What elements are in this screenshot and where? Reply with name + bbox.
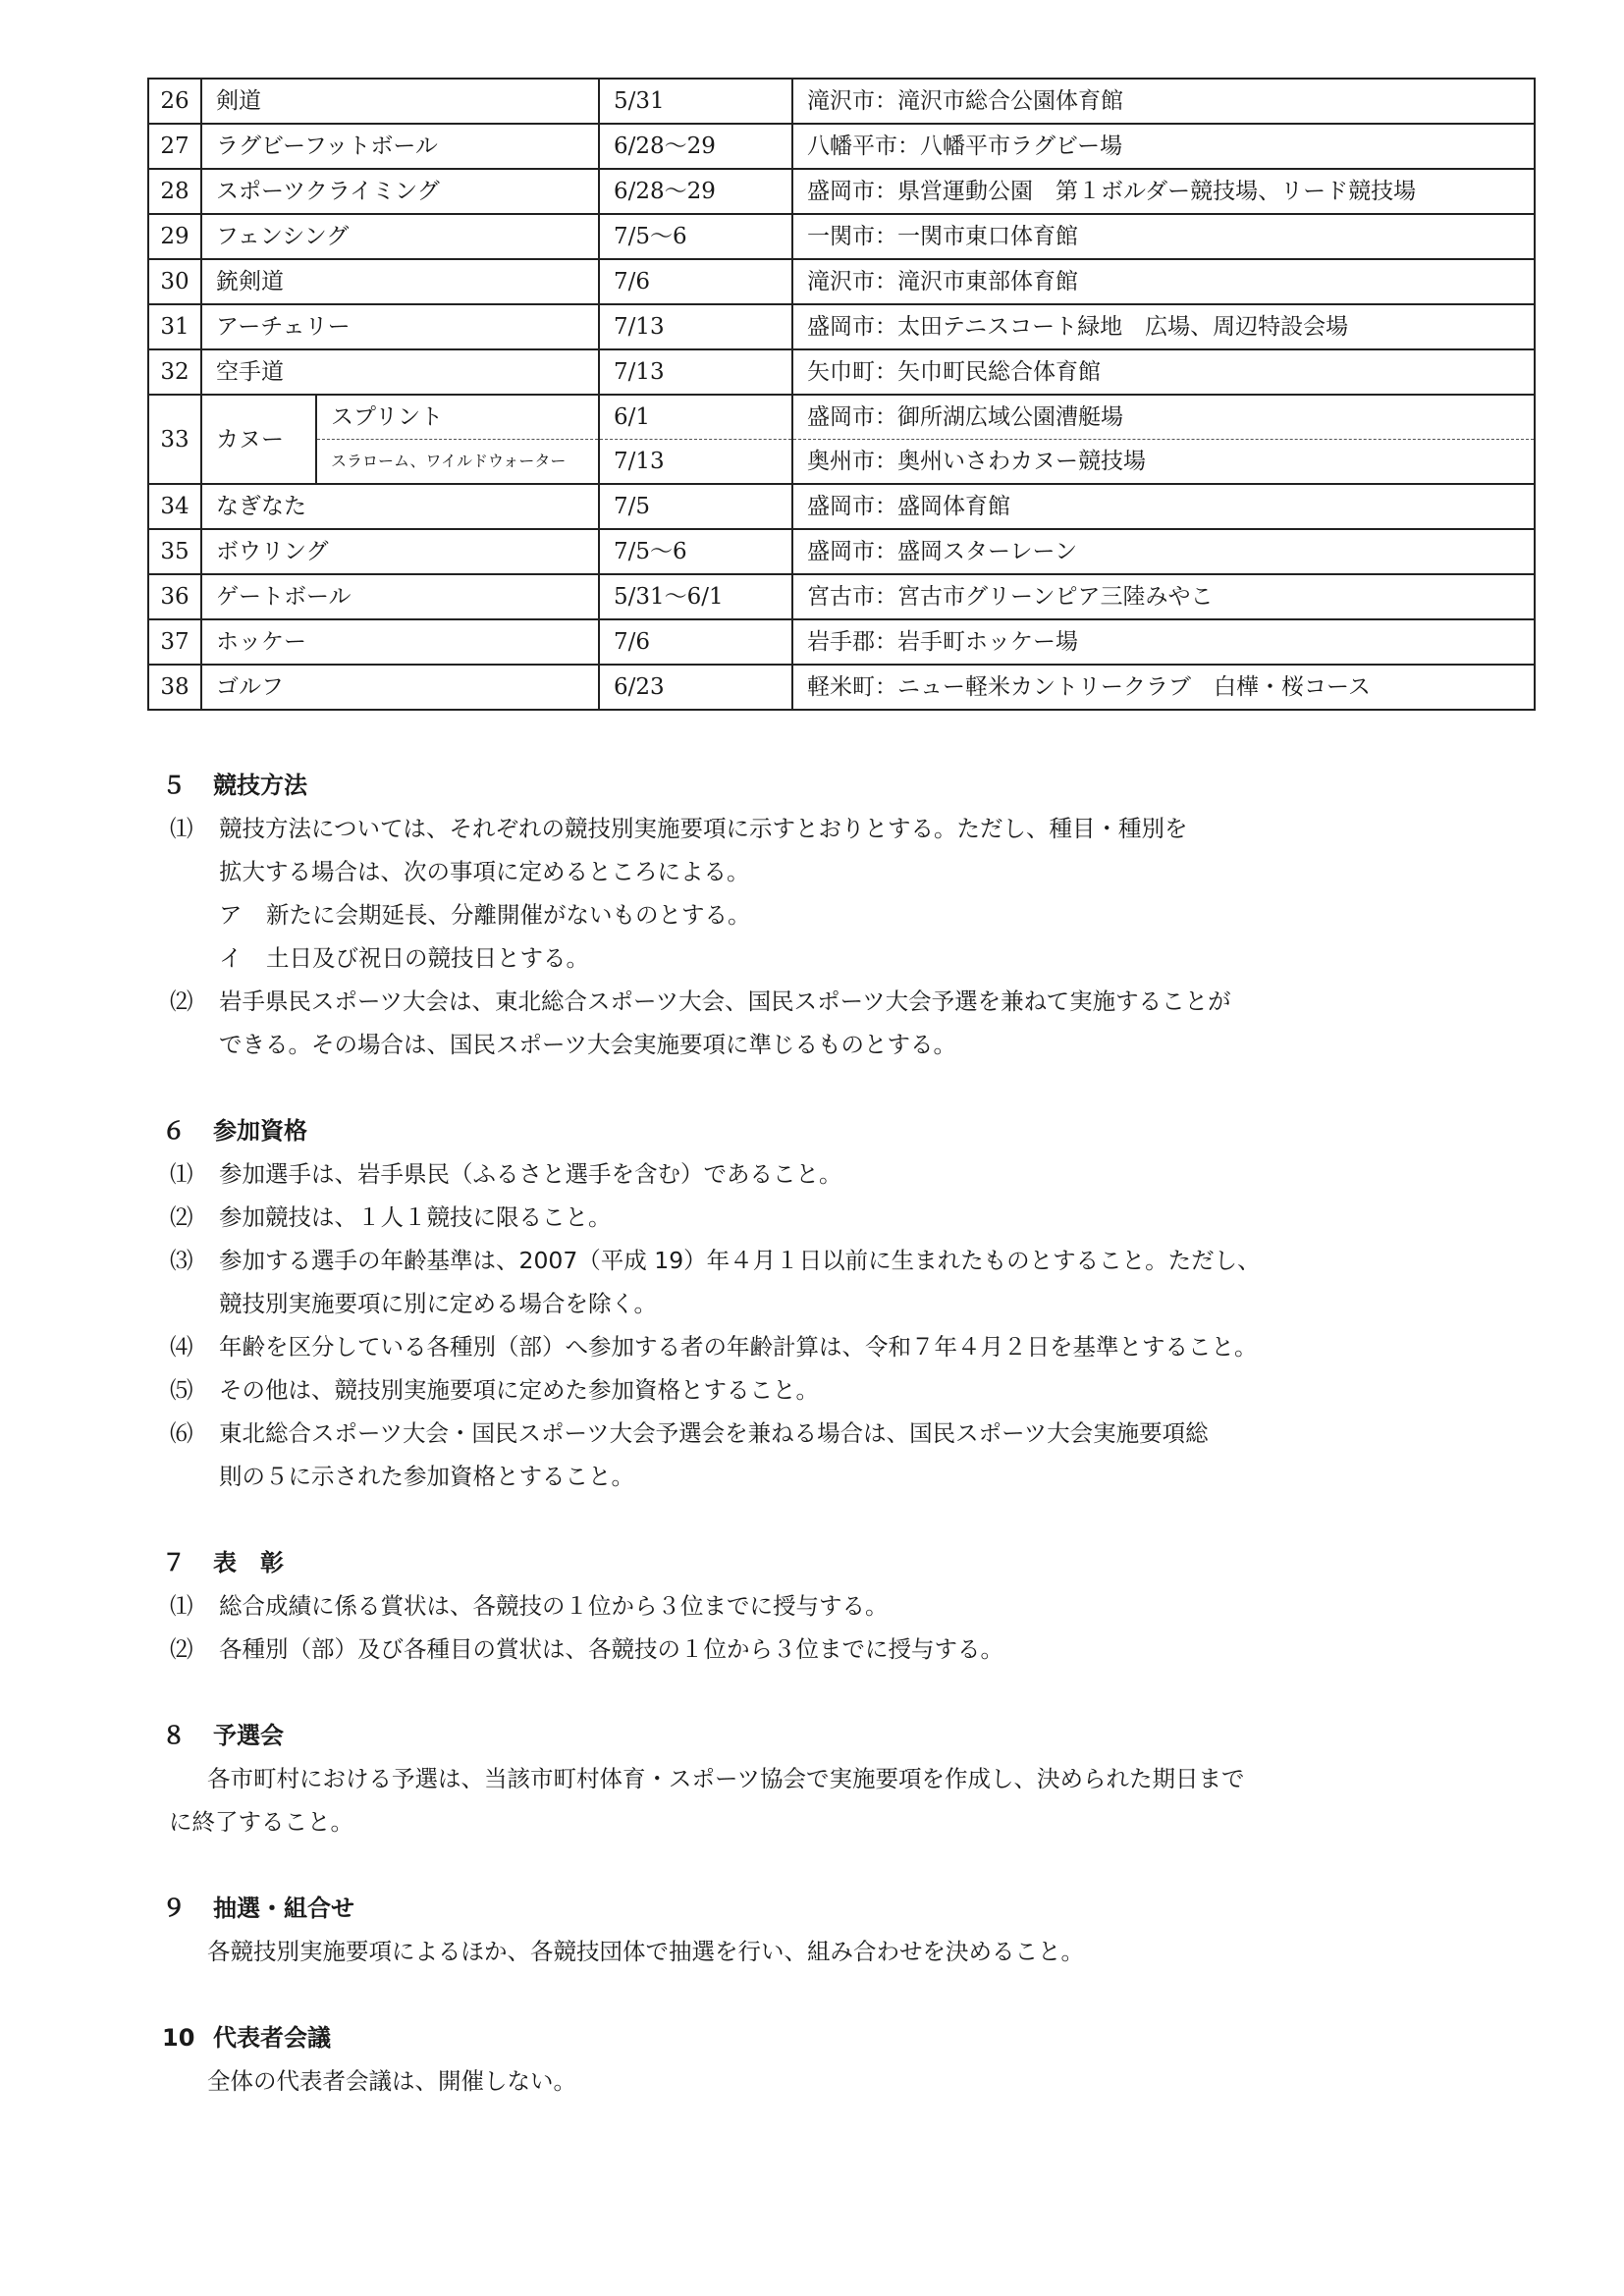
row-number: 36 <box>148 574 201 619</box>
table-row <box>148 395 1535 440</box>
table-row <box>148 259 1535 304</box>
event-date: 7/5～6 <box>599 214 792 259</box>
item-marker: ⑴ <box>170 815 193 842</box>
sport-name: 銃剣道 <box>201 259 599 304</box>
sub-event-name: スプリント <box>316 395 599 440</box>
event-venue: 軽米町：ニュー軽米カントリークラブ 白樺・桜コース <box>792 665 1535 710</box>
item-continuation: できる。その場合は、国民スポーツ大会実施要項に準じるものとする。 <box>219 1031 957 1058</box>
section-title: 競技方法 <box>213 772 307 799</box>
list-item <box>162 1196 1537 1239</box>
row-number: 35 <box>148 529 201 574</box>
list-item <box>162 1239 1537 1282</box>
events-rows-a <box>148 79 1535 395</box>
item-marker: ⑴ <box>170 1592 193 1620</box>
list-item <box>162 1628 1537 1671</box>
section-competition-method <box>162 764 1537 1066</box>
list-item <box>162 1584 1537 1628</box>
event-venue: 盛岡市：太田テニスコート緑地 広場、周辺特設会場 <box>792 304 1535 349</box>
section-heading <box>162 1541 1537 1584</box>
section-title: 予選会 <box>213 1722 284 1749</box>
section-number: 10 <box>162 2024 195 2052</box>
row-number: 29 <box>148 214 201 259</box>
table-row <box>148 665 1535 710</box>
paragraph-line: 各競技別実施要項によるほか、各競技団体で抽選を行い、組み合わせを決めること。 <box>207 1938 1084 1965</box>
item-text: その他は、競技別実施要項に定めた参加資格とすること。 <box>219 1376 819 1404</box>
list-item <box>162 980 1537 1023</box>
item-text: 東北総合スポーツ大会・国民スポーツ大会予選会を兼ねる場合は、国民スポーツ大会実施要項総 <box>219 1419 1209 1447</box>
section-eligibility <box>162 1109 1537 1498</box>
table-row <box>148 574 1535 619</box>
sub-item-text: 土日及び祝日の競技日とする。 <box>266 944 589 972</box>
table-row <box>148 440 1535 485</box>
table-row <box>148 304 1535 349</box>
sport-name: スポーツクライミング <box>201 169 599 214</box>
row-number: 27 <box>148 124 201 169</box>
events-table <box>147 78 1536 711</box>
list-item <box>162 1412 1537 1455</box>
list-item <box>162 1152 1537 1196</box>
sub-item <box>162 893 1537 936</box>
event-venue: 滝沢市：滝沢市総合公園体育館 <box>792 79 1535 124</box>
event-date: 6/1 <box>599 395 792 440</box>
item-marker: ⑴ <box>170 1160 193 1188</box>
event-venue: 盛岡市：盛岡スターレーン <box>792 529 1535 574</box>
list-item <box>162 1368 1537 1412</box>
event-venue: 宮古市：宮古市グリーンピア三陸みやこ <box>792 574 1535 619</box>
section-title: 参加資格 <box>213 1117 307 1145</box>
section-title: 代表者会議 <box>213 2024 331 2052</box>
event-venue: 岩手郡：岩手町ホッケー場 <box>792 619 1535 665</box>
event-date: 6/23 <box>599 665 792 710</box>
item-text: 参加する選手の年齢基準は、2007（平成 19）年４月１日以前に生まれたものとすること。ただし、 <box>219 1247 1261 1274</box>
item-text: 参加選手は、岩手県民（ふるさと選手を含む）であること。 <box>219 1160 842 1188</box>
section-representatives-meeting <box>162 2016 1537 2103</box>
item-marker: ⑵ <box>170 1635 193 1663</box>
row-number: 37 <box>148 619 201 665</box>
sport-name: ホッケー <box>201 619 599 665</box>
sport-name: アーチェリー <box>201 304 599 349</box>
event-date: 5/31～6/1 <box>599 574 792 619</box>
sub-item <box>162 936 1537 980</box>
sport-name: なぎなた <box>201 484 599 529</box>
table-row <box>148 124 1535 169</box>
event-venue: 盛岡市：御所湖広域公園漕艇場 <box>792 395 1535 440</box>
event-venue: 盛岡市：県営運動公園 第１ボルダー競技場、リード競技場 <box>792 169 1535 214</box>
paragraph-line: 全体の代表者会議は、開催しない。 <box>207 2067 576 2095</box>
list-item <box>162 1325 1537 1368</box>
event-date: 7/5 <box>599 484 792 529</box>
list-item <box>162 807 1537 850</box>
sub-event-name: スラローム、ワイルドウォーター <box>316 440 599 485</box>
row-number: 26 <box>148 79 201 124</box>
section-heading <box>162 1714 1537 1757</box>
sport-name: ラグビーフットボール <box>201 124 599 169</box>
item-marker: ⑵ <box>170 1203 193 1231</box>
section-title: 抽選・組合せ <box>213 1895 354 1922</box>
sport-name: ボウリング <box>201 529 599 574</box>
item-text: 岩手県民スポーツ大会は、東北総合スポーツ大会、国民スポーツ大会予選を兼ねて実施することが <box>219 988 1231 1015</box>
row-number: 30 <box>148 259 201 304</box>
paragraph-line: に終了すること。 <box>169 1808 353 1836</box>
item-marker: ⑹ <box>170 1419 193 1447</box>
event-venue: 奥州市：奥州いさわカヌー競技場 <box>792 440 1535 485</box>
event-date: 7/6 <box>599 619 792 665</box>
row-number: 31 <box>148 304 201 349</box>
event-date: 7/13 <box>599 349 792 395</box>
events-rows-b <box>148 484 1535 710</box>
table-row <box>148 214 1535 259</box>
sport-name: 剣道 <box>201 79 599 124</box>
event-date: 7/6 <box>599 259 792 304</box>
table-row <box>148 349 1535 395</box>
row-number: 28 <box>148 169 201 214</box>
section-heading <box>162 1887 1537 1930</box>
sections <box>162 764 1537 2146</box>
item-marker: ⑵ <box>170 988 193 1015</box>
section-draw <box>162 1887 1537 1973</box>
section-number: ９ <box>162 1895 186 1922</box>
sport-name: ゴルフ <box>201 665 599 710</box>
table-row <box>148 169 1535 214</box>
section-heading <box>162 1109 1537 1152</box>
item-text: 参加競技は、１人１競技に限ること。 <box>219 1203 612 1231</box>
item-continuation: 競技別実施要項に別に定める場合を除く。 <box>219 1290 658 1317</box>
row-number: 38 <box>148 665 201 710</box>
row-number: 32 <box>148 349 201 395</box>
event-date: 5/31 <box>599 79 792 124</box>
section-heading <box>162 2016 1537 2059</box>
sport-name: 空手道 <box>201 349 599 395</box>
item-text: 各種別（部）及び各種目の賞状は、各競技の１位から３位までに授与する。 <box>219 1635 1003 1663</box>
item-text: 年齢を区分している各種別（部）へ参加する者の年齢計算は、令和７年４月２日を基準とすること。 <box>219 1333 1258 1361</box>
section-number: ８ <box>162 1722 186 1749</box>
sub-item-marker: イ <box>219 944 243 972</box>
table-row <box>148 529 1535 574</box>
table-row <box>148 79 1535 124</box>
item-continuation: 則の５に示された参加資格とすること。 <box>219 1463 634 1490</box>
item-text: 総合成績に係る賞状は、各競技の１位から３位までに授与する。 <box>219 1592 889 1620</box>
event-venue: 盛岡市：盛岡体育館 <box>792 484 1535 529</box>
sport-name: ゲートボール <box>201 574 599 619</box>
sport-name: フェンシング <box>201 214 599 259</box>
event-date: 6/28～29 <box>599 124 792 169</box>
section-awards <box>162 1541 1537 1671</box>
item-marker: ⑶ <box>170 1247 193 1274</box>
section-number: ５ <box>162 772 186 799</box>
section-title: 表 彰 <box>213 1549 284 1576</box>
item-marker: ⑸ <box>170 1376 193 1404</box>
event-date: 7/13 <box>599 304 792 349</box>
section-heading <box>162 764 1537 807</box>
event-venue: 滝沢市：滝沢市東部体育館 <box>792 259 1535 304</box>
event-venue: 一関市：一関市東口体育館 <box>792 214 1535 259</box>
item-continuation: 拡大する場合は、次の事項に定めるところによる。 <box>219 858 750 885</box>
sport-name: カヌー <box>201 395 316 484</box>
item-text: 競技方法については、それぞれの競技別実施要項に示すとおりとする。ただし、種目・種別を <box>219 815 1188 842</box>
event-venue: 八幡平市：八幡平市ラグビー場 <box>792 124 1535 169</box>
sub-item-text: 新たに会期延長、分離開催がないものとする。 <box>266 901 751 929</box>
row-number: 34 <box>148 484 201 529</box>
row-number: 33 <box>148 395 201 484</box>
event-date: 7/13 <box>599 440 792 485</box>
event-date: 7/5～6 <box>599 529 792 574</box>
section-number: ６ <box>162 1117 186 1145</box>
paragraph-line: 各市町村における予選は、当該市町村体育・スポーツ協会で実施要項を作成し、決められた期日まで <box>207 1765 1245 1792</box>
event-date: 6/28～29 <box>599 169 792 214</box>
section-number: ７ <box>162 1549 186 1576</box>
item-marker: ⑷ <box>170 1333 193 1361</box>
event-venue: 矢巾町：矢巾町民総合体育館 <box>792 349 1535 395</box>
sub-item-marker: ア <box>219 901 243 929</box>
table-row <box>148 484 1535 529</box>
table-row <box>148 619 1535 665</box>
canoe-rows <box>148 395 1535 484</box>
section-qualifiers <box>162 1714 1537 1843</box>
